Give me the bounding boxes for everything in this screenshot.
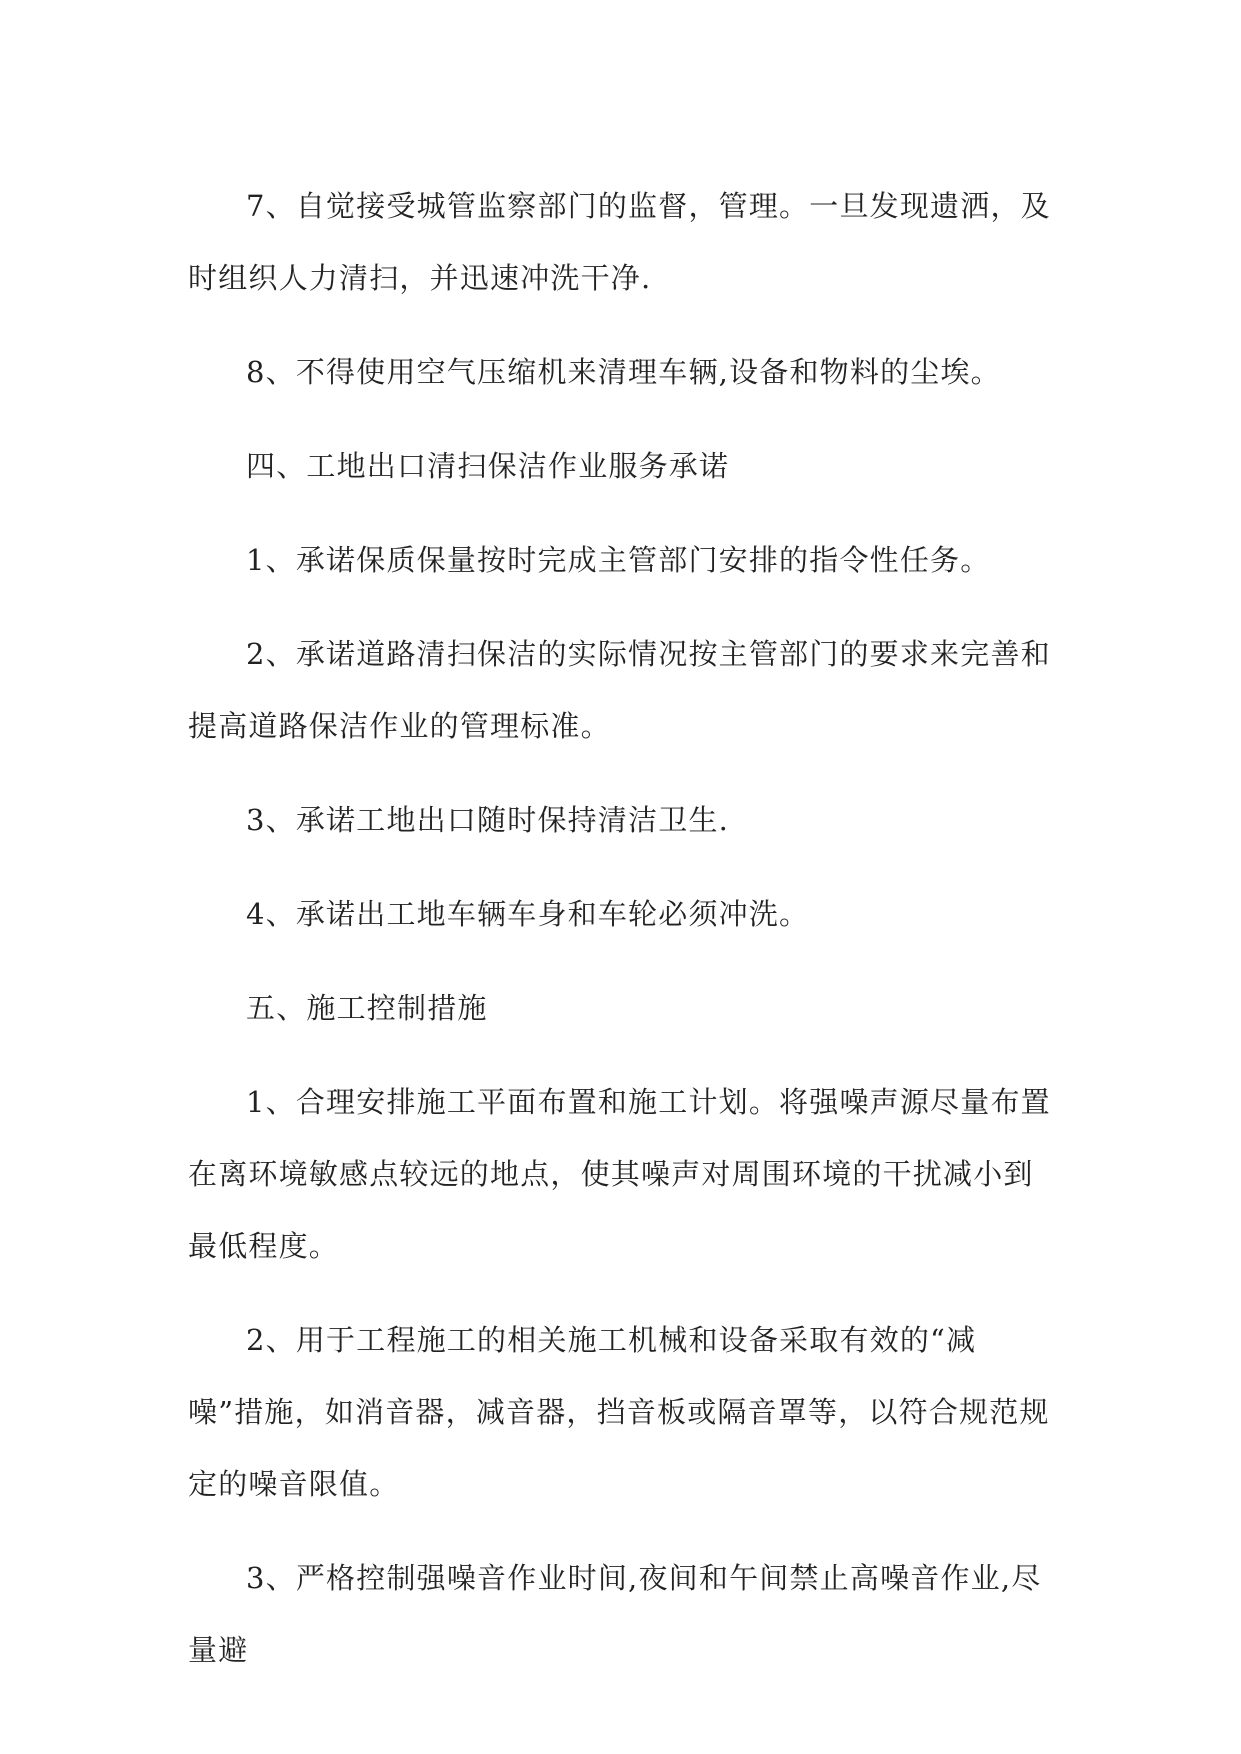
paragraph-item-7: 7、自觉接受城管监察部门的监督，管理。一旦发现遗洒，及时组织人力清扫，并迅速冲洗干净. bbox=[188, 189, 1051, 295]
document-body bbox=[188, 170, 1052, 1708]
paragraph-measure-2: 2、用于工程施工的相关施工机械和设备采取有效的“减噪”措施，如消音器，减音器，挡音板或隔音罩等，以符合规范规定的噪音限值。 bbox=[188, 1323, 1050, 1501]
paragraph-commitment-4: 4、承诺出工地车辆车身和车轮必须冲洗。 bbox=[246, 897, 810, 931]
paragraph-commitment-1: 1、承诺保质保量按时完成主管部门安排的指令性任务。 bbox=[246, 543, 991, 577]
paragraph-commitment-2: 2、承诺道路清扫保洁的实际情况按主管部门的要求来完善和提高道路保洁作业的管理标准。 bbox=[188, 637, 1051, 743]
paragraph-measure-1: 1、合理安排施工平面布置和施工计划。将强噪声源尽量布置在离环境敏感点较远的地点，使其噪声对周围环境的干扰减小到最低程度。 bbox=[188, 1085, 1051, 1263]
paragraph-item-8: 8、不得使用空气压缩机来清理车辆,设备和物料的尘埃。 bbox=[246, 355, 1001, 389]
paragraph-commitment-3: 3、承诺工地出口随时保持清洁卫生. bbox=[246, 803, 730, 837]
section-heading-4: 四、工地出口清扫保洁作业服务承诺 bbox=[246, 449, 730, 483]
paragraph-measure-3: 3、严格控制强噪音作业时间,夜间和午间禁止高噪音作业,尽量避 bbox=[188, 1561, 1042, 1667]
section-heading-5: 五、施工控制措施 bbox=[246, 991, 488, 1025]
